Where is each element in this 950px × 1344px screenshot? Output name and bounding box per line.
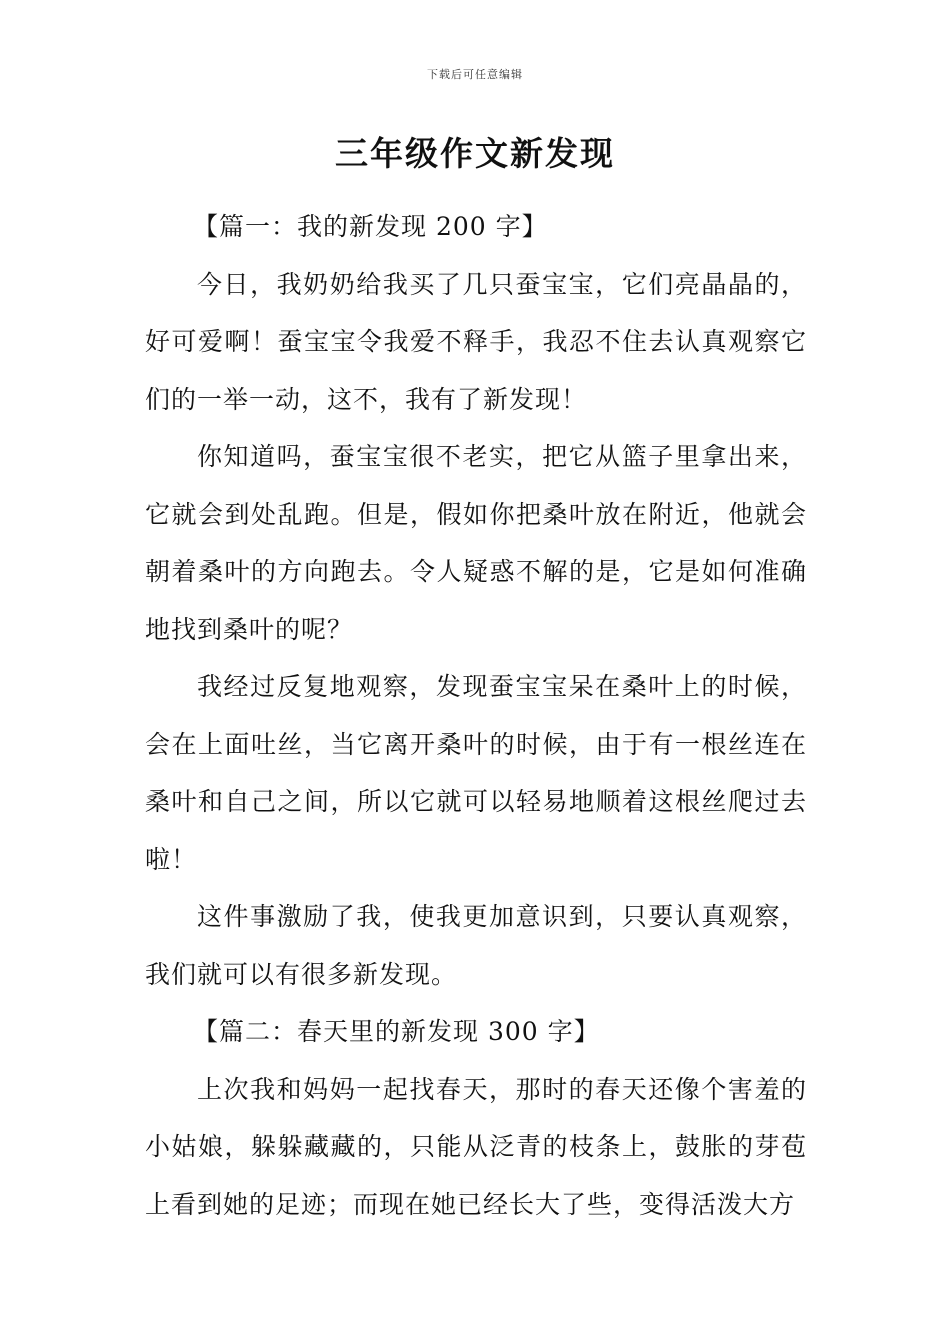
paragraph: 你知道吗，蚕宝宝很不老实，把它从篮子里拿出来，它就会到处乱跑。但是，假如你把桑叶放在附近，他就会朝着桑叶的方向跑去。令人疑惑不解的是，它是如何准确地找到桑叶的呢？ bbox=[145, 442, 807, 644]
paragraph: 我经过反复地观察，发现蚕宝宝呆在桑叶上的时候，会在上面吐丝，当它离开桑叶的时候，由于有一根丝连在桑叶和自己之间，所以它就可以轻易地顺着这根丝爬过去啦！ bbox=[145, 672, 807, 874]
header-note: 下载后可任意编辑 bbox=[427, 68, 523, 81]
document-body bbox=[145, 198, 807, 1233]
document-title: 三年级作文新发现 bbox=[335, 134, 615, 173]
paragraph: 这件事激励了我，使我更加意识到，只要认真观察，我们就可以有很多新发现。 bbox=[145, 902, 807, 989]
paragraph: 上次我和妈妈一起找春天，那时的春天还像个害羞的小姑娘，躲躲藏藏的，只能从泛青的枝条上，鼓胀的芽苞上看到她的足迹；而现在她已经长大了些，变得活泼大方 bbox=[145, 1074, 807, 1219]
section-heading-2: 【篇二：春天里的新发现 300 字】 bbox=[193, 1017, 600, 1046]
section-heading-1: 【篇一：我的新发现 200 字】 bbox=[193, 212, 548, 241]
paragraph: 今日，我奶奶给我买了几只蚕宝宝，它们亮晶晶的，好可爱啊！蚕宝宝令我爱不释手，我忍不住去认真观察它们的一举一动，这不，我有了新发现！ bbox=[145, 269, 807, 414]
